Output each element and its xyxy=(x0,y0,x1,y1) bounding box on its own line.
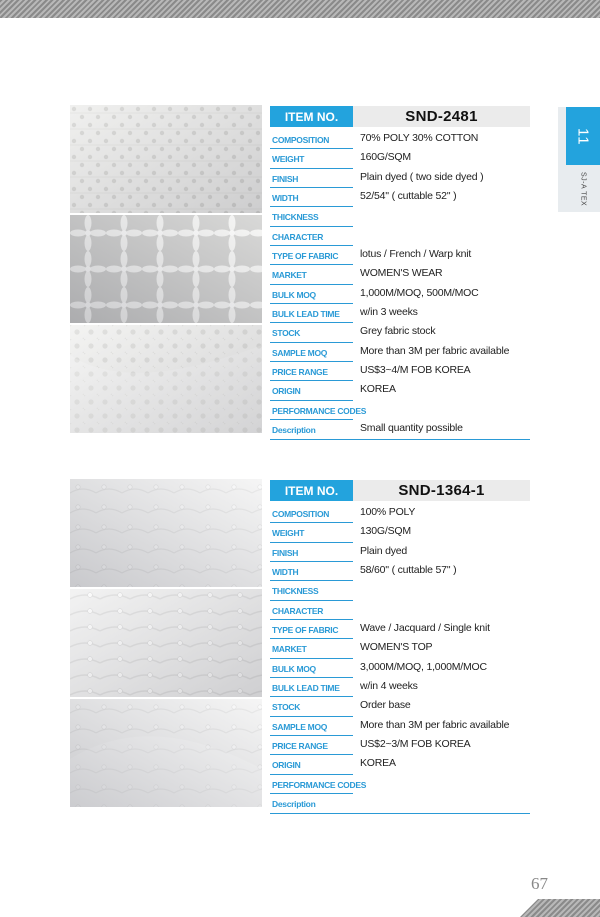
spec-label: TYPE OF FABRIC xyxy=(272,625,339,636)
spec-label: TYPE OF FABRIC xyxy=(272,251,339,262)
table-end-rule xyxy=(270,813,530,814)
spec-row xyxy=(270,169,530,188)
spec-row xyxy=(270,343,530,362)
spec-value: 1,000M/MOQ, 500M/MOC xyxy=(360,286,479,299)
item-code: SND-2481 xyxy=(353,106,530,127)
spec-value: KOREA xyxy=(360,757,396,770)
spec-value: Plain dyed ( two side dyed ) xyxy=(360,170,484,183)
spec-label: BULK MOQ xyxy=(272,289,316,300)
spec-value: 52/54'' ( cuttable 52'' ) xyxy=(360,190,457,203)
spec-label: COMPOSITION xyxy=(272,509,330,519)
spec-row xyxy=(270,207,530,226)
spec-row xyxy=(270,717,530,736)
spec-label: Description xyxy=(272,425,316,436)
spec-row xyxy=(270,678,530,697)
fabric-photo-flower-lace xyxy=(70,215,262,323)
spec-value: 100% POLY xyxy=(360,506,416,518)
spec-value: US$3~4/M FOB KOREA xyxy=(360,364,471,377)
spec-label: CHARACTER xyxy=(272,605,324,616)
spec-value: w/in 3 weeks xyxy=(360,306,418,319)
spec-label: PRICE RANGE xyxy=(272,367,328,378)
fabric-photo-eyelet xyxy=(70,105,262,213)
spec-row xyxy=(270,149,530,168)
spec-label: BULK MOQ xyxy=(272,663,316,674)
spec-label: STOCK xyxy=(272,702,301,713)
chapter-tab xyxy=(558,107,600,212)
spec-value: Grey fabric stock xyxy=(360,325,436,338)
spec-value: 160G/SQM xyxy=(360,151,411,164)
spec-row xyxy=(270,562,530,581)
spec-value: WOMEN'S TOP xyxy=(360,641,433,654)
spec-rows xyxy=(270,504,530,814)
spec-row xyxy=(270,420,530,439)
spec-label: FINISH xyxy=(272,547,299,558)
spec-row xyxy=(270,620,530,639)
spec-value: Order base xyxy=(360,699,411,712)
spec-row xyxy=(270,755,530,774)
spec-row xyxy=(270,504,530,523)
fabric-photo-draped-jacquard xyxy=(70,699,262,807)
spec-value: w/in 4 weeks xyxy=(360,680,418,693)
spec-label: WEIGHT xyxy=(272,154,305,165)
spec-value: 3,000M/MOQ, 1,000M/MOC xyxy=(360,660,487,673)
spec-table-product-1 xyxy=(270,106,530,440)
spec-value: Wave / Jacquard / Single knit xyxy=(360,622,490,635)
spec-row xyxy=(270,401,530,420)
spec-value: More than 3M per fabric available xyxy=(360,344,510,357)
spec-row xyxy=(270,775,530,794)
spec-rows xyxy=(270,130,530,440)
fabric-photo-dot-jacquard xyxy=(70,479,262,587)
page-number: 67 xyxy=(531,874,548,893)
spec-row xyxy=(270,130,530,149)
spec-row xyxy=(270,523,530,542)
spec-label: SAMPLE MOQ xyxy=(272,347,328,358)
spec-row xyxy=(270,188,530,207)
spec-label: WIDTH xyxy=(272,193,299,204)
spec-label: Description xyxy=(272,799,316,810)
spec-value: 70% POLY 30% COTTON xyxy=(360,132,479,144)
spec-value: lotus / French / Warp knit xyxy=(360,248,472,261)
spec-row xyxy=(270,659,530,678)
spec-row xyxy=(270,362,530,381)
spec-value: Small quantity possible xyxy=(360,422,463,435)
spec-label: THICKNESS xyxy=(272,586,319,597)
spec-row xyxy=(270,285,530,304)
spec-row xyxy=(270,581,530,600)
spec-label: STOCK xyxy=(272,328,301,339)
spec-label: PERFORMANCE CODES xyxy=(272,779,367,790)
fabric-photo-draped-lace xyxy=(70,325,262,433)
spec-row xyxy=(270,227,530,246)
spec-row xyxy=(270,265,530,284)
spec-label: PERFORMANCE CODES xyxy=(272,405,367,416)
spec-row xyxy=(270,639,530,658)
spec-label: COMPOSITION xyxy=(272,135,330,145)
bottom-stripe-band xyxy=(520,899,600,917)
spec-row xyxy=(270,381,530,400)
spec-value: 58/60'' ( cuttable 57'' ) xyxy=(360,564,457,577)
spec-value: Plain dyed xyxy=(360,544,408,557)
spec-row xyxy=(270,794,530,813)
spec-label: FINISH xyxy=(272,173,299,184)
spec-label: BULK LEAD TIME xyxy=(272,309,340,320)
spec-label: BULK LEAD TIME xyxy=(272,683,340,694)
spec-label: THICKNESS xyxy=(272,212,319,223)
spec-header xyxy=(270,480,530,501)
spec-row xyxy=(270,736,530,755)
spec-row xyxy=(270,323,530,342)
spec-label: SAMPLE MOQ xyxy=(272,721,328,732)
item-no-label: ITEM NO. xyxy=(270,106,353,127)
spec-header xyxy=(270,106,530,127)
product-1-photos xyxy=(70,105,262,435)
spec-label: CHARACTER xyxy=(272,231,324,242)
table-end-rule xyxy=(270,439,530,440)
spec-value: WOMEN'S WEAR xyxy=(360,267,443,280)
spec-value: US$2~3/M FOB KOREA xyxy=(360,738,471,751)
item-no-label: ITEM NO. xyxy=(270,480,353,501)
spec-row xyxy=(270,304,530,323)
spec-row xyxy=(270,601,530,620)
spec-row xyxy=(270,543,530,562)
spec-label: MARKET xyxy=(272,644,307,655)
spec-value: More than 3M per fabric available xyxy=(360,718,510,731)
spec-table-product-2 xyxy=(270,480,530,814)
spec-label: MARKET xyxy=(272,270,307,281)
spec-label: ORIGIN xyxy=(272,760,301,771)
chapter-label: SJ-A TEX xyxy=(579,171,587,207)
chapter-number: 11 xyxy=(574,128,592,146)
spec-value: 130G/SQM xyxy=(360,525,411,538)
spec-row xyxy=(270,246,530,265)
spec-label: ORIGIN xyxy=(272,386,301,397)
item-code: SND-1364-1 xyxy=(353,480,530,501)
spec-label: WIDTH xyxy=(272,567,299,578)
product-2-photos xyxy=(70,479,262,809)
fabric-photo-wave-jacquard xyxy=(70,589,262,697)
spec-label: WEIGHT xyxy=(272,528,305,539)
spec-value: KOREA xyxy=(360,383,396,396)
spec-row xyxy=(270,697,530,716)
spec-label: PRICE RANGE xyxy=(272,741,328,752)
top-stripe-band xyxy=(0,0,600,18)
